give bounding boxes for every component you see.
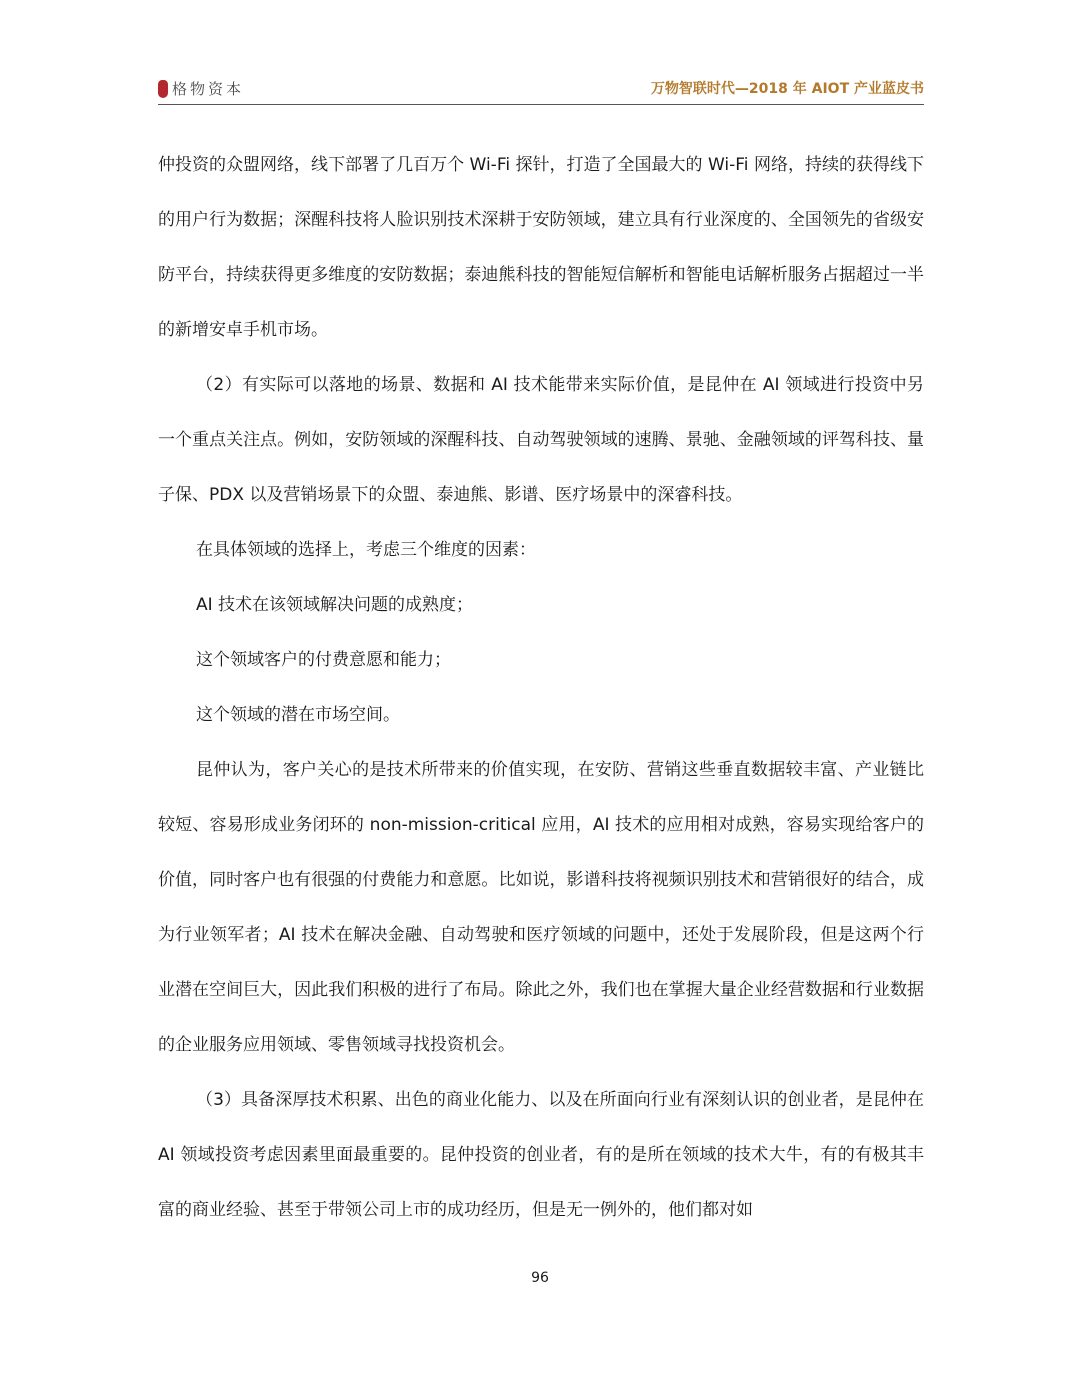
paragraph: 昆仲认为，客户关心的是技术所带来的价值实现，在安防、营销这些垂直数据较丰富、产业链比较短、容易形成业务闭环的 non-mission-critical 应用，AI 技术的应用相对成熟，容易实现给客户的价值，同时客户也有很强的付费能力和意愿。比如说，影谱科技将视频识别技术和营销很好的结合，成为行业领军者；AI 技术在解决金融、自动驾驶和医疗领域的问题中，还处于发展阶段，但是这两个行业潜在空间巨大，因此我们积极的进行了布局。除此之外，我们也在掌握大量企业经营数据和行业数据的企业服务应用领域、零售领域寻找投资机会。 — [158, 760, 924, 1055]
paragraph: （2）有实际可以落地的场景、数据和 AI 技术能带来实际价值，是昆仲在 AI 领域进行投资中另一个重点关注点。例如，安防领域的深醒科技、自动驾驶领域的速腾、景驰、金融领域的评驾科技、量子保、PDX 以及营销场景下的众盟、泰迪熊、影谱、医疗场景中的深睿科技。 — [158, 375, 924, 505]
paragraph: 仲投资的众盟网络，线下部署了几百万个 Wi-Fi 探针，打造了全国最大的 Wi-Fi 网络，持续的获得线下的用户行为数据；深醒科技将人脸识别技术深耕于安防领域，建立具有行业深度的、全国领先的省级安防平台，持续获得更多维度的安防数据；泰迪熊科技的智能短信解析和智能电话解析服务占据超过一半的新增安卓手机市场。 — [158, 155, 924, 340]
report-title: 万物智联时代—2018 年 AIOT 产业蓝皮书 — [650, 81, 924, 97]
company-logo — [158, 78, 244, 99]
logo-text: 格物资本 — [172, 80, 245, 98]
page-number: 96 — [531, 1270, 549, 1286]
list-item: AI 技术在该领域解决问题的成熟度； — [196, 595, 474, 615]
page-header — [158, 72, 924, 104]
body-text — [158, 138, 924, 1238]
list-item: 这个领域的潜在市场空间。 — [196, 705, 400, 725]
paragraph: 在具体领域的选择上，考虑三个维度的因素： — [196, 540, 536, 560]
list-item: 这个领域客户的付费意愿和能力； — [196, 650, 451, 670]
paragraph: （3）具备深厚技术积累、出色的商业化能力、以及在所面向行业有深刻认识的创业者，是昆仲在 AI 领域投资考虑因素里面最重要的。昆仲投资的创业者，有的是所在领域的技术大牛，有的有极其丰富的商业经验、甚至于带领公司上市的成功经历，但是无一例外的，他们都对如 — [158, 1090, 924, 1220]
header-divider — [158, 104, 924, 105]
logo-mark-icon — [158, 80, 168, 98]
